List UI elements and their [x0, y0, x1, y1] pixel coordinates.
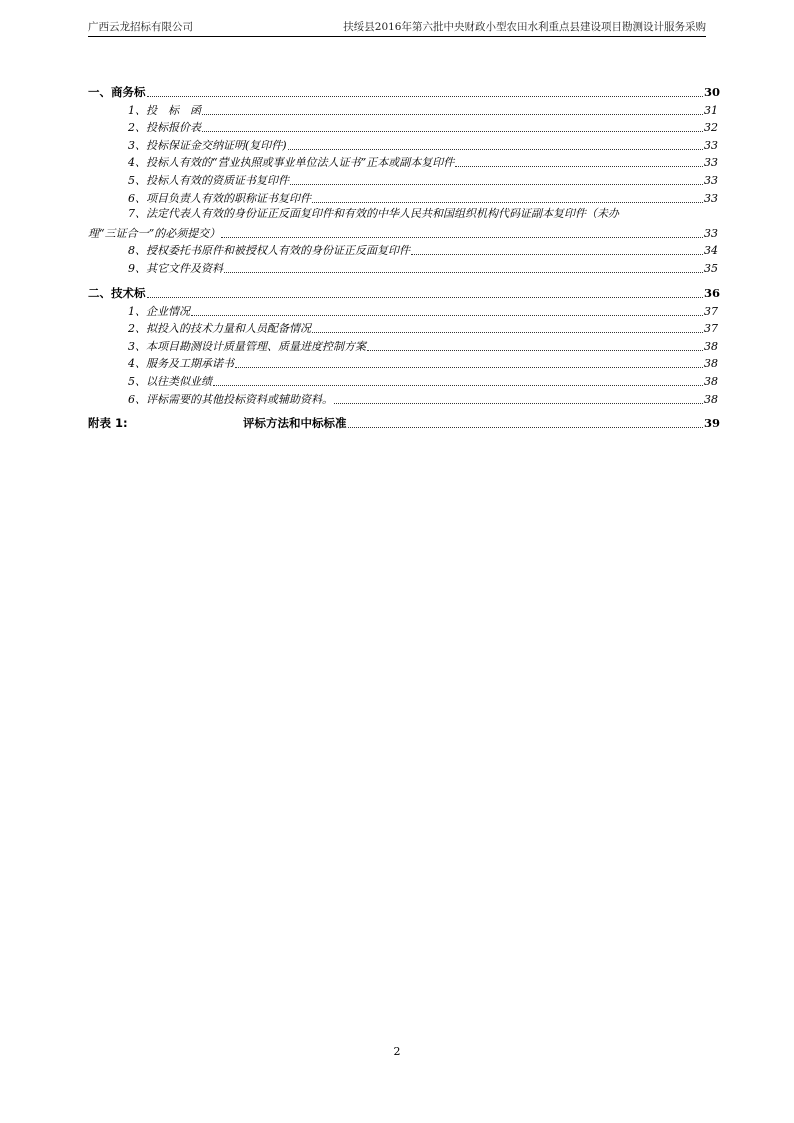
toc-page-number: 38 [704, 357, 718, 371]
toc-item[interactable] [88, 135, 718, 153]
toc-page-number: 30 [704, 85, 721, 99]
header-project-title: 扶绥县2016年第六批中央财政小型农田水利重点县建设项目勘测设计服务采购 [343, 21, 706, 33]
toc-appendix-label: 附表 1: [88, 415, 128, 430]
toc-item-title: 6、项目负责人有效的职称证书复印件 [128, 191, 311, 205]
toc-page-number: 38 [704, 392, 718, 406]
toc-item[interactable] [88, 188, 718, 206]
table-of-contents [88, 78, 721, 431]
toc-item-title: 5、投标人有效的资质证书复印件 [128, 173, 289, 187]
toc-page-number: 33 [704, 191, 718, 205]
toc-page-number: 36 [704, 285, 721, 300]
toc-item-title: 理“三证合一”的必须提交） [88, 226, 221, 240]
toc-item-title: 8、授权委托书原件和被授权人有效的身份证正反面复印件 [128, 244, 410, 258]
toc-item-multiline-last[interactable] [88, 223, 718, 241]
toc-leader [288, 148, 703, 150]
toc-leader [455, 165, 703, 167]
toc-page-number: 38 [704, 339, 718, 353]
toc-leader [202, 113, 703, 115]
toc-leader [202, 130, 703, 132]
toc-item[interactable] [88, 100, 718, 118]
toc-item-title: 2、拟投入的技术力量和人员配备情况 [128, 322, 311, 336]
toc-appendix-title: 评标方法和中标标准 [243, 415, 347, 430]
toc-page-number: 31 [704, 103, 718, 117]
toc-item[interactable] [88, 389, 718, 407]
page-header [88, 20, 706, 37]
toc-leader [235, 366, 703, 368]
toc-item[interactable] [88, 258, 718, 276]
toc-section-business[interactable] [88, 81, 721, 100]
toc-page-number: 33 [704, 156, 718, 170]
toc-item[interactable] [88, 118, 718, 136]
toc-leader [290, 183, 703, 185]
toc-item-title: 1、投 标 函 [128, 103, 201, 117]
toc-page-number: 38 [704, 374, 718, 388]
toc-item-title: 3、本项目勘测设计质量管理、质量进度控制方案 [128, 339, 366, 353]
toc-item-title: 2、投标报价表 [128, 121, 201, 135]
toc-item[interactable] [88, 153, 718, 171]
header-company: 广西云龙招标有限公司 [88, 21, 193, 33]
toc-leader [411, 253, 703, 255]
toc-section-technical[interactable] [88, 282, 721, 301]
toc-page-number: 32 [704, 121, 718, 135]
toc-item[interactable] [88, 319, 718, 337]
toc-page-number: 34 [704, 244, 718, 258]
toc-item[interactable] [88, 170, 718, 188]
toc-item-title: 5、以往类似业绩 [128, 374, 212, 388]
toc-item-title: 6、评标需要的其他投标资料或辅助资料。 [128, 392, 333, 406]
toc-leader [147, 296, 704, 298]
toc-item-title: 3、投标保证金交纳证明(复印件) [128, 138, 287, 152]
toc-item-title: 4、服务及工期承诺书 [128, 357, 234, 371]
toc-leader [213, 384, 703, 386]
toc-leader [334, 402, 703, 404]
toc-appendix[interactable] [88, 412, 721, 431]
toc-item[interactable] [88, 336, 718, 354]
toc-leader [367, 349, 703, 351]
toc-page-number: 35 [704, 261, 718, 275]
toc-page-number: 33 [704, 138, 718, 152]
toc-leader [224, 271, 703, 273]
toc-leader [312, 331, 703, 333]
page-number: 2 [393, 1045, 401, 1058]
toc-page-number: 39 [704, 415, 721, 430]
toc-page-number: 37 [704, 304, 718, 318]
toc-section-title: 二、技术标 [88, 285, 146, 300]
toc-item-title: 9、其它文件及资料 [128, 261, 223, 275]
toc-page-number: 33 [704, 173, 718, 187]
toc-leader [191, 314, 703, 316]
toc-leader [312, 201, 703, 203]
toc-item[interactable] [88, 354, 718, 372]
toc-leader [221, 236, 703, 238]
toc-page-number: 37 [704, 322, 718, 336]
toc-item-multiline-first[interactable]: 7、法定代表人有效的身份证正反面复印件和有效的中华人民共和国组织机构代码证副本复印件（未办 [128, 206, 619, 220]
toc-item[interactable] [88, 371, 718, 389]
toc-item-title: 1、企业情况 [128, 304, 190, 318]
toc-item[interactable] [88, 301, 718, 319]
toc-item[interactable] [88, 241, 718, 259]
toc-leader [348, 426, 704, 428]
toc-page-number: 33 [704, 226, 718, 240]
toc-section-title: 一、商务标 [88, 85, 146, 99]
toc-item-title: 4、投标人有效的“营业执照或事业单位法人证书”正本或副本复印件 [128, 156, 455, 170]
toc-leader [147, 95, 704, 97]
